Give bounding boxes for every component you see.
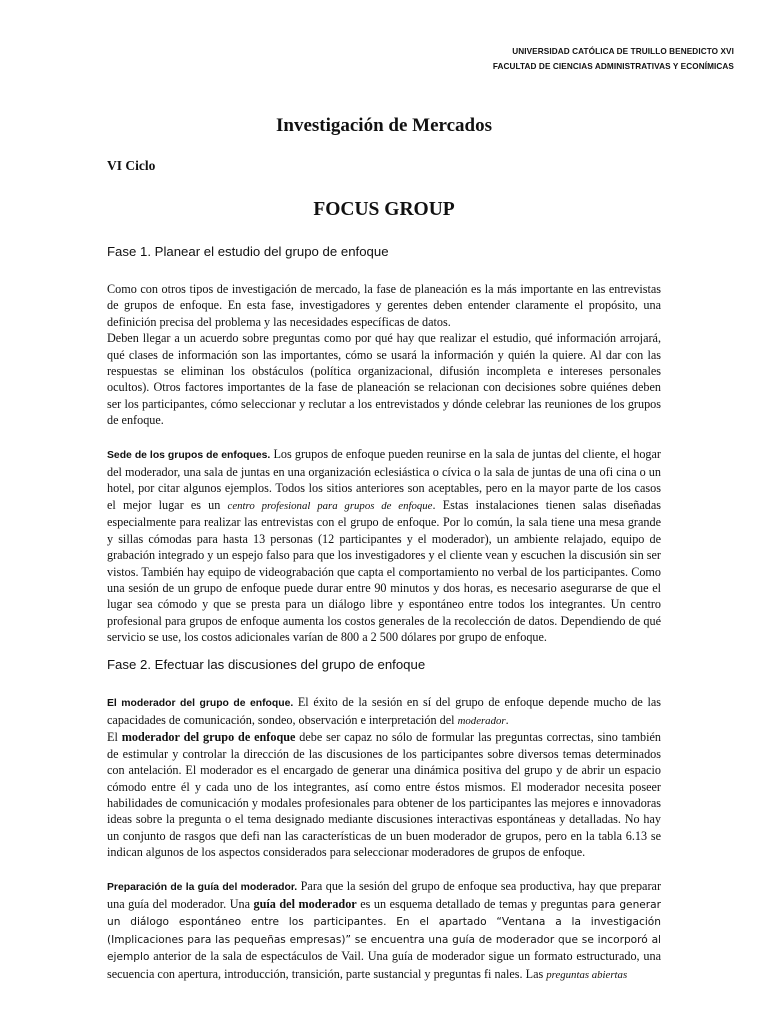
moderator-italic: moderador: [457, 714, 506, 727]
moderator-text-a: El éxito de la sesión en sí del grupo de enfoque depende mucho de las capacidades de comunicación, sondeo, observación e interpretación del: [107, 694, 662, 727]
phase2-heading: Fase 2. Efectuar las discusiones del grupo de enfoque: [107, 656, 426, 672]
guide-bold: guía del moderador: [253, 897, 357, 911]
guide-italic: preguntas abiertas: [546, 968, 628, 981]
guide-sans-text: para generar un diálogo espontáneo entre los participantes. En el apartado “Ventana a la investigación (Implicaciones para las pequeñas empresas)” se encuentra una guía de moderador que se incorporó al ejemplo: [107, 899, 661, 964]
moderator2-text-a: El: [107, 730, 122, 745]
moderator2-text-b: debe ser capaz no sólo de formular las preguntas correctas, sino también de estimular y controlar la dirección de las discusiones de los participantes sobre diversos temas determinados con antelación. El moderador es el encargado de generar una dinámica positiva del grupo y de abrir un espacio cómodo entre él y cada uno de los integrantes, así como entre éstos mismos. El moderador necesita poseer habilidades de comunicación y modales profesionales para obtener de los participantes las mejores e innovadoras ideas sobre la pregunta o el tema designado mediante discusiones interactivas espontáneas y detalladas. No hay un conjunto de rasgos que defi nan las características de un buen moderador de grupos, pero en la tabla 6.13 se indican algunos de los aspectos considerados para seleccionar moderadores de grupos de enfoque.: [107, 730, 661, 860]
guide-paragraph: [107, 878, 661, 983]
phase1-heading: Fase 1. Planear el estudio del grupo de enfoque: [107, 244, 389, 259]
guide-lead: Preparación de la guía del moderador.: [107, 881, 298, 893]
moderator2-bold: moderador del grupo de enfoque: [121, 730, 296, 745]
topic-title: FOCUS GROUP: [313, 199, 455, 220]
sede-lead: Sede de los grupos de enfoques.: [107, 449, 271, 461]
university-name: UNIVERSIDAD CATÓLICA DE TRUILLO BENEDICTO XVI: [512, 47, 734, 56]
document-title: Investigación de Mercados: [275, 115, 493, 136]
page-header: [493, 44, 734, 74]
moderator-text-end: .: [505, 712, 509, 727]
guide-text-b: es un esquema detallado de temas y preguntas: [356, 897, 592, 911]
guide-text-a: Para que la sesión del grupo de enfoque sea productiva, hay que preparar una guía del moderador. Una: [107, 878, 661, 911]
guide-text-c: anterior de la sala de espectáculos de Vail. Una guía de moderador sigue un formato estructurado, una secuencia con apertura, introducción, transición, parte sustancial y preguntas fi nales. Las: [107, 949, 661, 981]
sede-italic: centro profesional para grupos de enfoque: [227, 499, 433, 512]
sede-text-a: Los grupos de enfoque pueden reunirse en la sala de juntas del cliente, el hogar del moderador, una sala de juntas en una organización eclesiástica o cívica o la sala de juntas de una ofi cina o un hotel, por citar algunos ejemplos. Todos los sitios anteriores son aceptables, pero en la mayor parte de los casos el mejor lugar es un: [107, 446, 661, 512]
moderator-paragraph-2: [107, 729, 661, 860]
phase1-paragraph-2: Deben llegar a un acuerdo sobre preguntas como por qué hay que realizar el estudio, qué información arrojará, qué clases de información son las importantes, cómo se usará la información y quién la quiere. Al dar con las respuestas se eliminan los obstáculos (política organizacional, difusión incompleta e intereses personales ocultos). Otros factores importantes de la fase de planeación se relacionan con decisiones sobre quiénes deben ser los participantes, cómo seleccionar y reclutar a los entrevistados y dónde celebrar las reuniones de los grupos de enfoque.: [107, 331, 661, 428]
cycle-label: VI Ciclo: [107, 158, 156, 173]
sede-text-b: . Estas instalaciones tienen salas diseñadas especialmente para realizar las entrevistas con el grupo de enfoque. Por lo común, la sala tiene una mesa grande y sillas cómodas para hasta 13 personas (12 participantes y el moderador), un ambiente relajado, equipo de grabación integrado y un espejo falso para que los investigadores y el cliente vean y escuchen la discusión sin ser vistos. También hay equipo de videograbación que capta el comportamiento no verbal de los participantes. Como una sesión de un grupo de enfoque puede durar entre 90 minutos y dos horas, es necesario asegurarse de que el lugar sea cómodo y que se presta para un diálogo libre y espontáneo entre todos los integrantes. Un centro profesional para grupos de enfoque aumenta los costos generales de la recolección de datos. Dependiendo de qué servicio se use, los costos adicionales varían de 800 a 2 500 dólares por grupo de enfoque.: [107, 497, 661, 645]
moderator-lead: El moderador del grupo de enfoque.: [107, 697, 294, 709]
phase1-paragraph-1: Como con otros tipos de investigación de mercado, la fase de planeación es la más importante en las entrevistas de grupos de enfoque. En esta fase, investigadores y gerentes deben entender claramente el propósito, una definición precisa del problema y las necesidades específicas de datos.: [107, 282, 661, 329]
document-body: [107, 243, 661, 983]
faculty-name: FACULTAD DE CIENCIAS ADMINISTRATIVAS Y ECONÍMICAS: [492, 62, 734, 71]
sede-paragraph: [107, 446, 661, 646]
moderator-paragraph: [107, 694, 661, 730]
